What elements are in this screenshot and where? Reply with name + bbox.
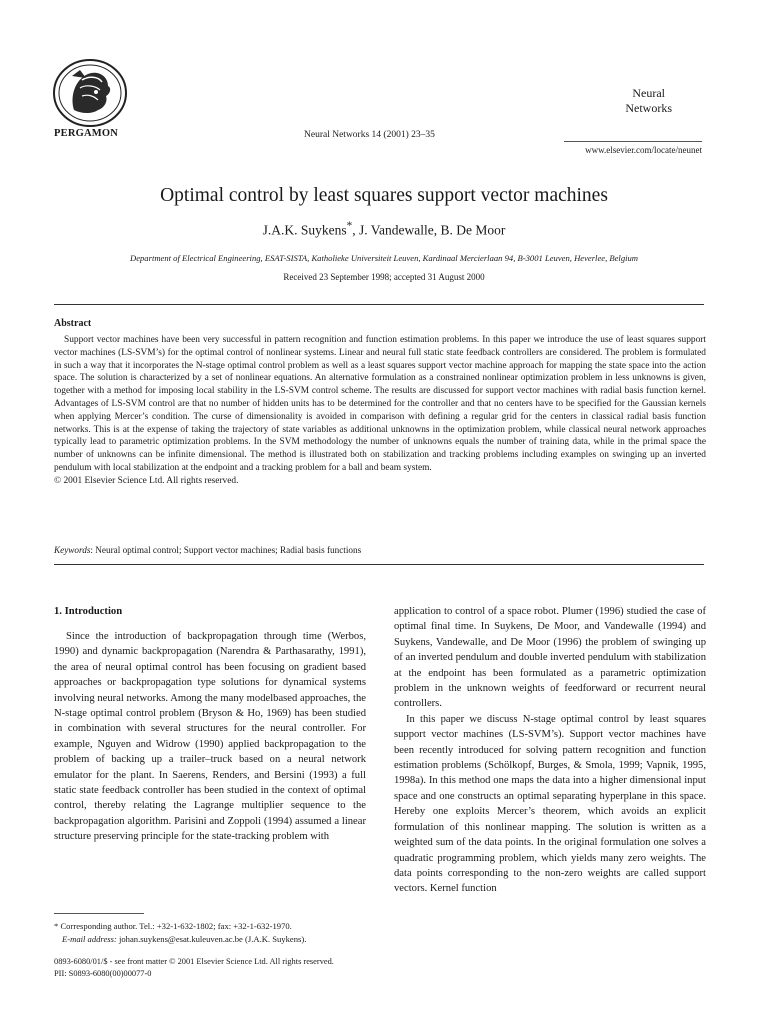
other-authors: , J. Vandewalle, B. De Moor bbox=[352, 222, 506, 238]
abstract-text: Support vector machines have been very successful in pattern recognition and function estimation problems. In this paper we introduce the use of least squares support vector machines (LS-SVM’s) for the optimal control of nonlinear systems. Linear and neural full static state feedback controllers are considered. The problem is formulated in such a way that it incorporates the N-stage optimal control problem as well as a least squares support vector machine approach for mapping the state space into the action space. The solution is characterized by a set of nonlinear equations. An alternative formulation as a constrained nonlinear optimization problem in less unknowns is given, together with a method for imposing local stability in the LS-SVM control scheme. The results are discussed for support vector machines with radial basis function kernel. Advantages of LS-SVM control are that no number of hidden units has to be determined for the controller and that no centers have to be specified for the Gaussian kernels when applying Mercer’s condition. The curse of dimensionality is avoided in comparison with defining a regular grid for the centers in classical radial basis function networks. This is at the expense of taking the trajectory of state variables as additional unknowns in the optimization problem, while classical neural network approaches typically lead to parametric optimization problems. In the SVM methodology the number of unknowns equals the number of training data, while in the primal space the number of unknowns can be infinite dimensional. The method is illustrated both on stabilization and tracking problems including examples on swinging up an inverted pendulum with local stabilization at the endpoint and a tracking problem for a ball and beam system. bbox=[54, 335, 706, 473]
footnote-rule bbox=[54, 913, 144, 914]
intro-paragraph-3: In this paper we discuss N-stage optimal control by least squares support vector machines (LS-SVM’s). Support vector machines have been recently introduced for solving pattern recognition and function estimation problems (Schölkopf, Burges, & Smola, 1999; Vapnik, 1995, 1998a). In this method one maps the data into a higher dimensional input space and one constructs an optimal separating hyperplane in this space. Hereby one exploits Mercer’s theorem, which avoids an explicit formulation of this nonlinear mapping. The solution is written as a weighted sum of the data points. In the original formulation one solves a quadratic programming problem, which yields many zero weights. The data points corresponding to the non-zero weights are called support vectors. Kernel function bbox=[394, 713, 706, 895]
email-label: E-mail address: bbox=[62, 933, 117, 944]
keywords-label: Keywords bbox=[54, 545, 91, 555]
footnote-email-line bbox=[54, 933, 374, 946]
athena-head-icon bbox=[52, 58, 128, 128]
footnote-contact: * Corresponding author. Tel.: +32-1-632-1802; fax: +32-1-632-1970. bbox=[54, 921, 292, 931]
pii-line: PII: S0893-6080(00)00077-0 bbox=[54, 969, 152, 978]
intro-paragraph-1: Since the introduction of backpropagation through time (Werbos, 1990) and dynamic backpropagation (Narendra & Parthasarathy, 1991), the area of neural optimal control has been focusing on gradient based approaches or backpropagation type solutions for dynamical systems involving neural networks. Among the many modelbased approaches, the N-stage optimal control problem (Bryson & Ho, 1969) has been studied in combination with several structures for the neural controller. For example, Nguyen and Widrow (1990) applied backpropagation to the problem of backing up a trailer–truck based on a neural network emulator for the plant. In Saerens, Renders, and Bersini (1993) a full static state feedback controller has been studied in the context of optimal control, thereby relating the Lagrange multiplier sequence to the backpropagation algorithm. Parisini and Zoppoli (1994) assumed a linear structure preserving principle for the state-tracking problem with bbox=[54, 631, 366, 843]
received-dates: Received 23 September 1998; accepted 31 August 2000 bbox=[283, 272, 485, 282]
journal-name-line1: Neural bbox=[632, 86, 665, 100]
left-column bbox=[54, 604, 366, 845]
journal-name bbox=[625, 86, 672, 116]
author-affiliation: Department of Electrical Engineering, ESAT-SISTA, Katholieke Universiteit Leuven, Kardinaal Mercierlaan 94, B-3001 Leuven, Heverlee, Belgium bbox=[129, 253, 639, 263]
paper-authors bbox=[0, 220, 768, 239]
keywords bbox=[54, 545, 361, 555]
journal-url[interactable]: www.elsevier.com/locate/neunet bbox=[585, 145, 702, 155]
section-heading-introduction: 1. Introduction bbox=[54, 606, 123, 617]
email-address[interactable]: johan.suykens@esat.kuleuven.ac.be (J.A.K. Suykens). bbox=[116, 933, 307, 944]
abstract-copyright: © 2001 Elsevier Science Ltd. All rights reserved. bbox=[54, 475, 239, 486]
first-author: J.A.K. Suykens bbox=[262, 222, 347, 238]
abstract-top-rule bbox=[54, 304, 704, 305]
abstract-body bbox=[54, 334, 706, 488]
journal-citation: Neural Networks 14 (2001) 23–35 bbox=[304, 130, 435, 140]
abstract-bottom-rule bbox=[54, 564, 704, 565]
header-divider bbox=[564, 141, 702, 142]
paper-title: Optimal control by least squares support vector machines bbox=[160, 185, 608, 206]
journal-name-line2: Networks bbox=[625, 101, 672, 115]
front-matter-info bbox=[54, 956, 334, 980]
corresponding-author-mark: * bbox=[346, 220, 353, 232]
keywords-list: : Neural optimal control; Support vector machines; Radial basis functions bbox=[90, 545, 362, 555]
publisher-name: PERGAMON bbox=[54, 128, 119, 139]
right-column bbox=[394, 604, 706, 897]
corresponding-author-footnote bbox=[54, 920, 374, 945]
intro-paragraph-2: application to control of a space robot. Plumer (1996) studied the case of optimal final time. In Suykens, De Moor, and Vandewalle (1994) and Suykens, Vandewalle, and De Moor (1996) the problem of swinging up of an inverted pendulum and double inverted pendulum with stabilization at the endpoint has been formulated as a parametric optimization problem in the unknown weights of feedforward or recurrent neural controllers. bbox=[394, 606, 706, 710]
issn-line: 0893-6080/01/$ - see front matter © 2001 Elsevier Science Ltd. All rights reserved. bbox=[54, 957, 334, 966]
abstract-heading: Abstract bbox=[54, 318, 92, 329]
